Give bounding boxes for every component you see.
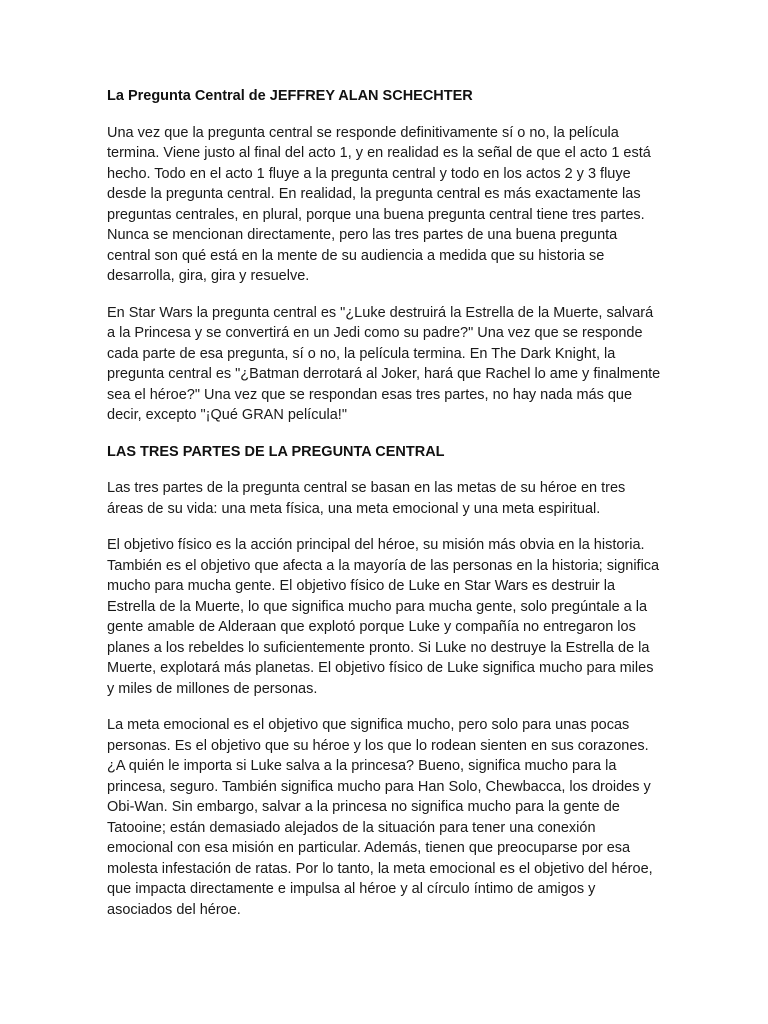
intro-paragraph-2: En Star Wars la pregunta central es "¿Luke destruirá la Estrella de la Muerte, salvará a la Princesa y se convertirá en un Jedi como su padre?" Una vez que se responde cada parte de esa pregunta, sí o no, la película termina. En The Dark Knight, la pregunta central es "¿Batman derrotará al Joker, hará que Rachel lo ame y finalmente sea el héroe?" Una vez que se respondan esas tres partes, no hay nada más que decir, excepto "¡Qué GRAN película!" <box>107 304 661 423</box>
intro-paragraph-1: Una vez que la pregunta central se responde definitivamente sí o no, la película termina. Viene justo al final del acto 1, y en realidad es la señal de que el acto 1 está hecho. Todo en el acto 1 fluye a la pregunta central y todo en los actos 2 y 3 fluye desde la pregunta central. En realidad, la pregunta central es más exactamente las preguntas centrales, en plural, porque una buena pregunta central tiene tres partes. Nunca se mencionan directamente, pero las tres partes de una buena pregunta central son qué está en la mente de su audiencia a medida que su historia se desarrolla, gira, gira y resuelve. <box>107 124 651 284</box>
section-paragraph-2: El objetivo físico es la acción principal del héroe, su misión más obvia en la historia. También es el objetivo que afecta a la mayoría de las personas en la historia; significa mucho para mucha gente. El objetivo físico de Luke en Star Wars es destruir la Estrella de la Muerte, lo que significa mucho para mucha gente, solo pregúntale a la gente amable de Alderaan que explotó porque Luke y compañía no entregaron los planes a los rebeldes lo suficientemente pronto. Si Luke no destruye la Estrella de la Muerte, explotará más planetas. El objetivo físico de Luke significa mucho para miles y miles de millones de personas. <box>107 537 660 697</box>
document-page <box>107 86 663 920</box>
section-heading: LAS TRES PARTES DE LA PREGUNTA CENTRAL <box>107 443 445 460</box>
document-title: La Pregunta Central de JEFFREY ALAN SCHECHTER <box>107 88 473 104</box>
section-paragraph-1: Las tres partes de la pregunta central se basan en las metas de su héroe en tres áreas de su vida: una meta física, una meta emocional y una meta espiritual. <box>107 480 626 517</box>
section-paragraph-3: La meta emocional es el objetivo que significa mucho, pero solo para unas pocas personas. Es el objetivo que su héroe y los que lo rodean sienten en sus corazones. ¿A quién le importa si Luke salva a la princesa? Bueno, significa mucho para la princesa, seguro. También significa mucho para Han Solo, Chewbacca, los droides y Obi-Wan. Sin embargo, salvar a la princesa no significa mucho para la gente de Tatooine; están demasiado alejados de la situación para tener una conexión emocional con esa misión en particular. Además, tienen que preocuparse por esa molesta infestación de ratas. Por lo tanto, la meta emocional es el objetivo del héroe, que impacta directamente e impulsa al héroe y al círculo íntimo de amigos y asociados del héroe. <box>107 717 653 918</box>
